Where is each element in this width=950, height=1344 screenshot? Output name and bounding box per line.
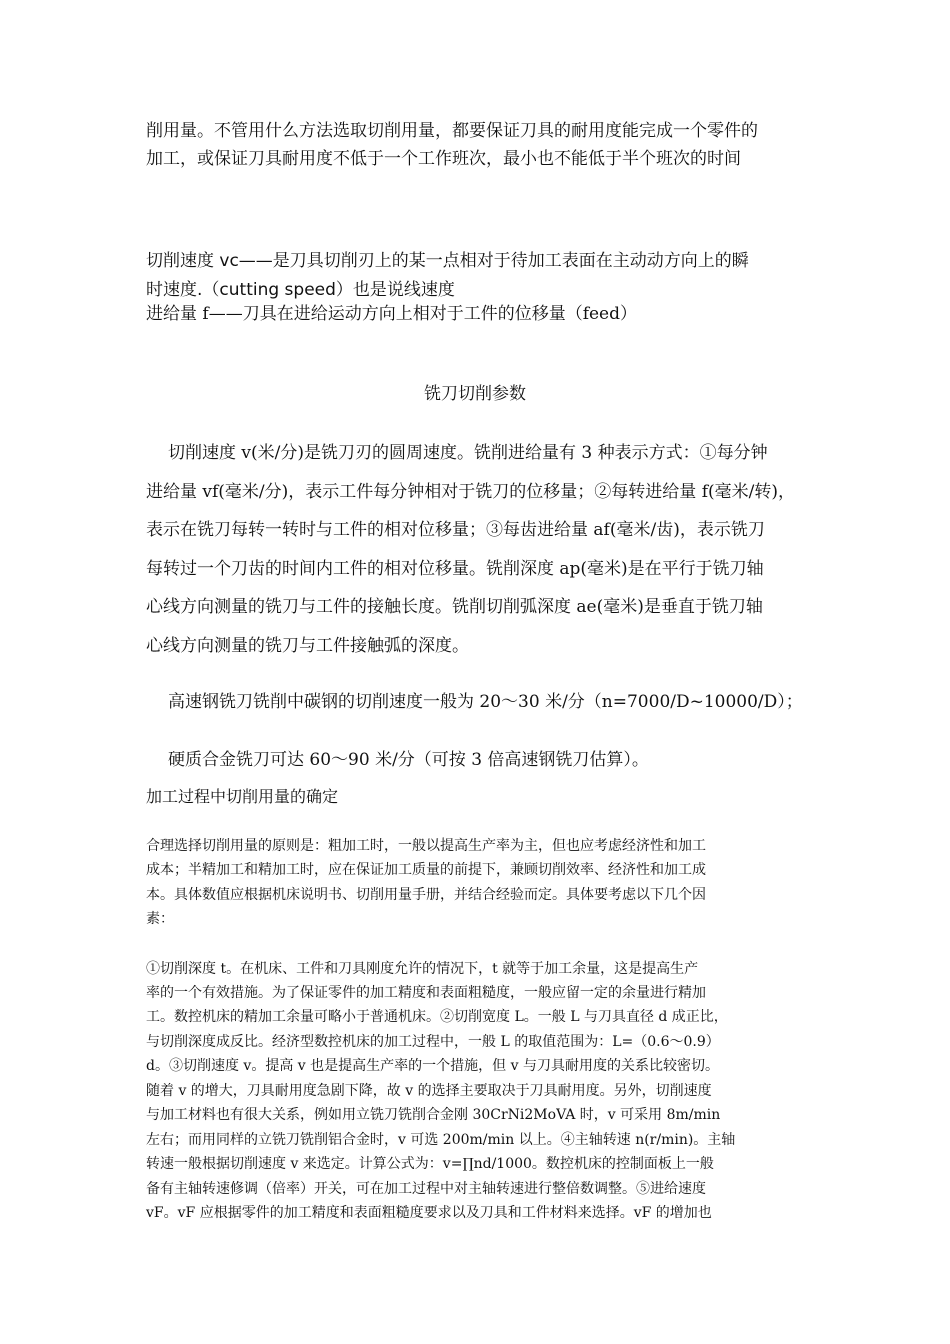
hss-cutting-speed: 高速钢铣刀铣削中碳钢的切削速度一般为 20～30 米/分（n=7000/D~10000/D）； [168, 692, 803, 712]
principle-para-line: 本。具体数值应根据机床说明书、切削用量手册，并结合经验而定。具体要考虑以下几个因 [146, 887, 706, 903]
milling-section-title: 铣刀切削参数 [424, 384, 526, 404]
feed-definition: 进给量 f——刀具在进给运动方向上相对于工件的位移量（feed） [146, 304, 637, 324]
factors-para-line: 转速一般根据切削速度 v 来选定。计算公式为：v=∏nd/1000。数控机床的控制面板上一般 [146, 1156, 714, 1172]
process-heading: 加工过程中切削用量的确定 [146, 787, 339, 806]
factors-para-line: 率的一个有效措施。为了保证零件的加工精度和表面粗糙度，一般应留一定的余量进行精加 [146, 985, 706, 1001]
milling-para-line: 心线方向测量的铣刀与工件的接触长度。铣削切削弧深度 ae(毫米)是垂直于铣刀轴 [146, 597, 763, 617]
factors-para-line: 与加工材料也有很大关系，例如用立铣刀铣削合金刚 30CrNi2MoVA 时，v 可采用 8m/min [146, 1107, 721, 1123]
carbide-cutting-speed: 硬质合金铣刀可达 60～90 米/分（可按 3 倍高速钢铣刀估算）。 [168, 750, 649, 770]
principle-para-line: 成本；半精加工和精加工时，应在保证加工质量的前提下，兼顾切削效率、经济性和加工成 [146, 862, 706, 878]
milling-para-line: 每转过一个刀齿的时间内工件的相对位移量。铣削深度 ap(毫米)是在平行于铣刀轴 [146, 559, 764, 579]
intro-line-1: 削用量。不管用什么方法选取切削用量，都要保证刀具的耐用度能完成一个零件的 [146, 121, 758, 141]
intro-line-2: 加工，或保证刀具耐用度不低于一个工作班次，最小也不能低于半个班次的时间 [146, 149, 741, 169]
principle-para-line: 合理选择切削用量的原则是：粗加工时，一般以提高生产率为主，但也应考虑经济性和加工 [146, 838, 706, 854]
cutting-speed-definition-line-2: 时速度.（cutting speed）也是说线速度 [146, 280, 455, 300]
factors-para-line: 工。数控机床的精加工余量可略小于普通机床。②切削宽度 L。一般 L 与刀具直径 d 成正比， [146, 1009, 728, 1025]
milling-para-line: 切削速度 v(米/分)是铣刀刃的圆周速度。铣削进给量有 3 种表示方式：①每分钟 [168, 443, 768, 463]
milling-para-line: 心线方向测量的铣刀与工件接触弧的深度。 [146, 636, 469, 656]
principle-para-line: 素： [146, 911, 174, 927]
factors-para-line: 随着 v 的增大，刀具耐用度急剧下降，故 v 的选择主要取决于刀具耐用度。另外，切削速度 [146, 1083, 712, 1099]
factors-para-line: ①切削深度 t。在机床、工件和刀具刚度允许的情况下，t 就等于加工余量，这是提高生产 [146, 961, 699, 977]
cutting-speed-definition-line-1: 切削速度 vc——是刀具切削刃上的某一点相对于待加工表面在主动动方向上的瞬 [146, 251, 749, 271]
factors-para-line: 左右；而用同样的立铣刀铣削铝合金时，v 可选 200m/min 以上。④主轴转速 n(r/min)。主轴 [146, 1132, 736, 1148]
milling-para-line: 表示在铣刀每转一转时与工件的相对位移量；③每齿进给量 af(毫米/齿)，表示铣刀 [146, 520, 765, 540]
factors-para-line: d。③切削速度 v。提高 v 也是提高生产率的一个措施，但 v 与刀具耐用度的关系比较密切。 [146, 1058, 719, 1074]
factors-para-line: 与切削深度成反比。经济型数控机床的加工过程中，一般 L 的取值范围为：L=（0.6～0.9） [146, 1034, 720, 1050]
factors-para-line: vF。vF 应根据零件的加工精度和表面粗糙度要求以及刀具和工件材料来选择。vF 的增加也 [146, 1205, 712, 1221]
milling-para-line: 进给量 vf(毫米/分)，表示工件每分钟相对于铣刀的位移量；②每转进给量 f(毫米/转)， [146, 482, 795, 502]
factors-para-line: 备有主轴转速修调（倍率）开关，可在加工过程中对主轴转速进行整倍数调整。⑤进给速度 [146, 1181, 706, 1197]
